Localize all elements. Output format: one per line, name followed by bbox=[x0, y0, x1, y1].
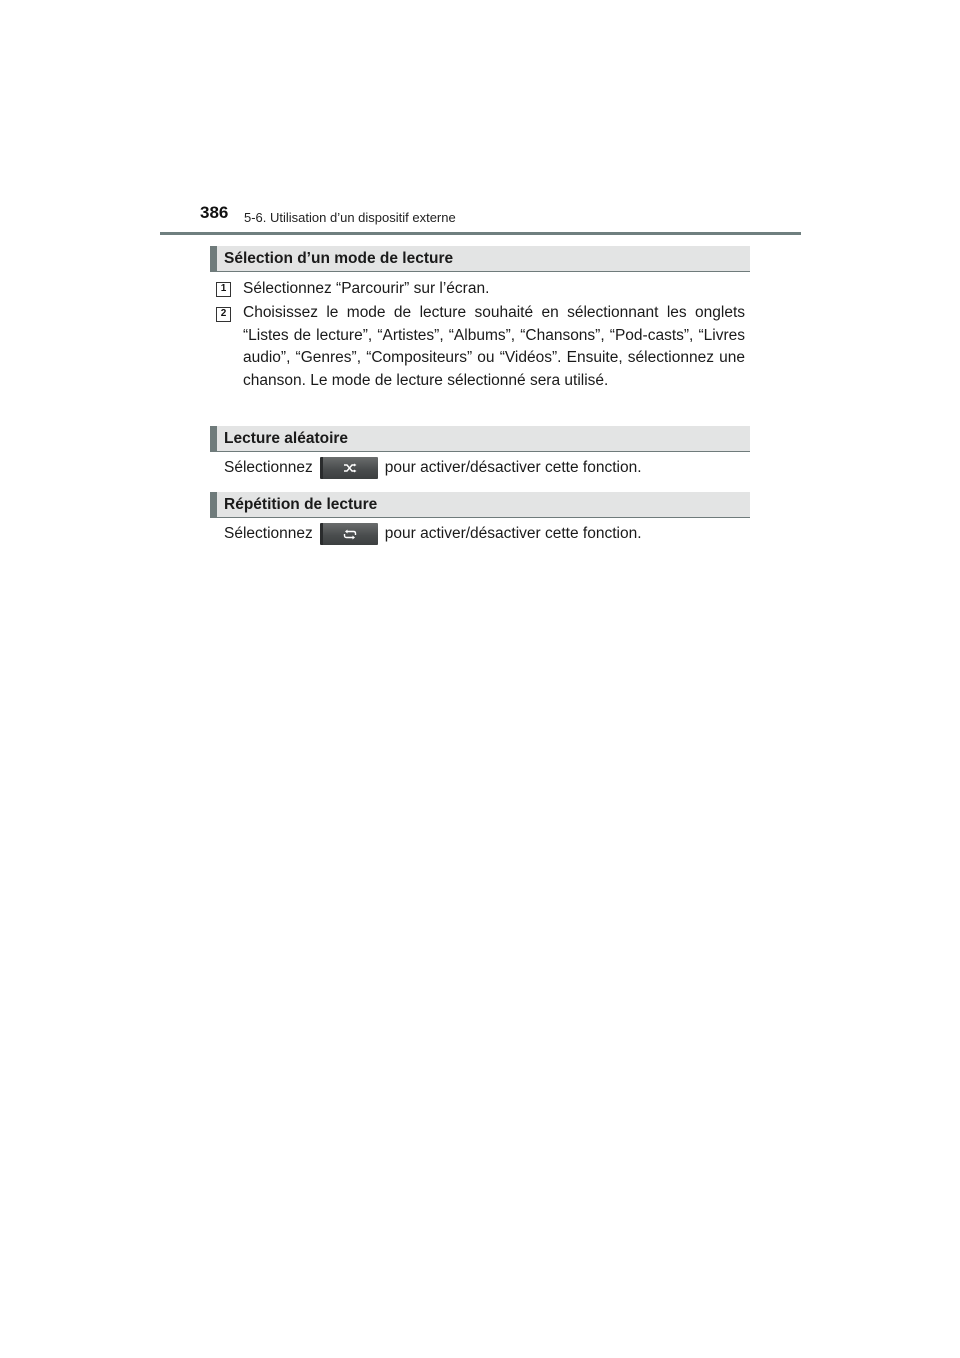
section-title: Sélection d’un mode de lecture bbox=[224, 250, 454, 267]
repeat-instruction bbox=[224, 522, 642, 546]
repeat-icon bbox=[343, 529, 357, 540]
instruction-suffix: pour activer/désactiver cette fonction. bbox=[384, 459, 642, 476]
instruction-prefix: Sélectionnez bbox=[224, 459, 313, 476]
section-title: Répétition de lecture bbox=[224, 496, 378, 513]
instruction-suffix: pour activer/désactiver cette fonction. bbox=[384, 525, 642, 542]
shuffle-icon bbox=[343, 463, 357, 473]
step-text-2: Choisissez le mode de lecture souhaité en sélectionnant les onglets “Listes de lecture”, “Artistes”, “Albums”, “Chansons”, “Pod-casts”, “Livres audio”, “Genres”, “Compositeurs” ou “Vidéos”. Ensuite, sélectionnez une chanson. Le mode de lecture sélectionné sera utilisé. bbox=[243, 304, 745, 389]
shuffle-button bbox=[320, 457, 378, 479]
section-heading-mode bbox=[210, 246, 750, 272]
header-rule bbox=[160, 232, 801, 235]
instruction-prefix: Sélectionnez bbox=[224, 525, 313, 542]
repeat-button bbox=[320, 523, 378, 545]
step-text-1: Sélectionnez “Parcourir” sur l’écran. bbox=[243, 280, 490, 297]
step-marker-2: 2 bbox=[216, 307, 231, 322]
shuffle-instruction bbox=[224, 456, 642, 480]
step-marker-1: 1 bbox=[216, 282, 231, 297]
section-heading-shuffle bbox=[210, 426, 750, 452]
page-number: 386 bbox=[200, 203, 229, 222]
chapter-title: 5-6. Utilisation d’un dispositif externe bbox=[244, 210, 456, 225]
section-title: Lecture aléatoire bbox=[224, 430, 349, 447]
section-heading-repeat bbox=[210, 492, 750, 518]
